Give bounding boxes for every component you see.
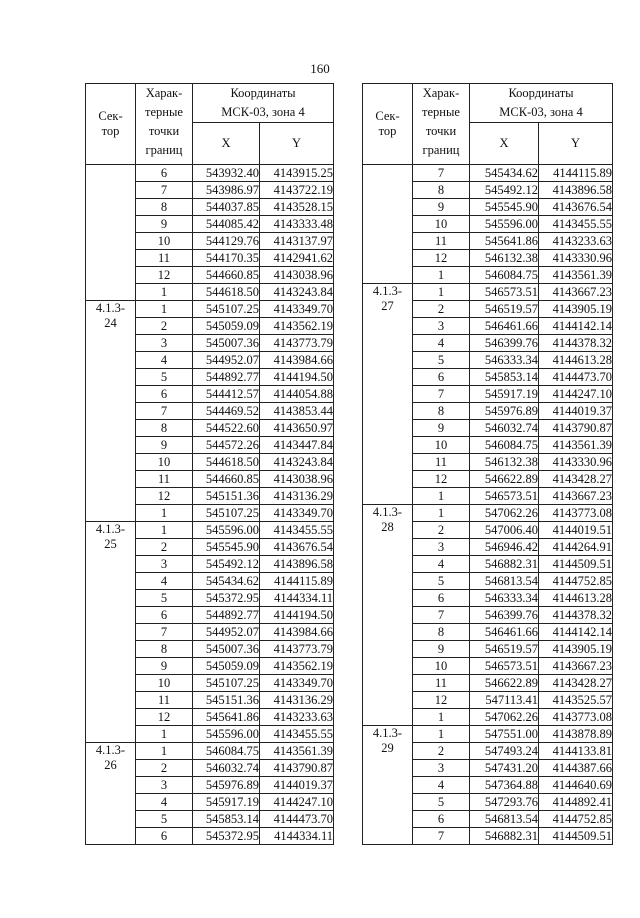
point-number-cell: 4 — [413, 777, 470, 794]
header-sector-line2: тор — [101, 124, 120, 138]
header-boundary-points — [136, 84, 193, 165]
table-row — [86, 165, 334, 182]
point-number-cell: 10 — [136, 675, 193, 692]
y-coordinate-cell: 4144509.51 — [539, 556, 613, 573]
header-char-line2: терные — [145, 105, 183, 119]
sector-label-line1: 4.1.3- — [372, 505, 403, 519]
point-number-cell: 7 — [413, 607, 470, 624]
y-coordinate-cell: 4143905.19 — [539, 301, 613, 318]
point-number-cell: 1 — [136, 505, 193, 522]
x-coordinate-cell: 544412.57 — [193, 386, 260, 403]
y-coordinate-cell: 4144378.32 — [539, 335, 613, 352]
sector-cell — [86, 165, 136, 301]
table-row — [86, 522, 334, 539]
point-number-cell: 11 — [413, 233, 470, 250]
coordinates-table-left — [85, 83, 334, 845]
x-coordinate-cell: 545151.36 — [193, 488, 260, 505]
point-number-cell: 1 — [136, 301, 193, 318]
y-coordinate-cell: 4143896.58 — [539, 182, 613, 199]
point-number-cell: 10 — [136, 233, 193, 250]
header-coord-line1: Координаты — [508, 86, 574, 101]
header-char-line3: точки — [425, 124, 457, 138]
point-number-cell: 2 — [413, 522, 470, 539]
x-coordinate-cell: 545059.09 — [193, 318, 260, 335]
y-coordinate-cell: 4143650.97 — [260, 420, 334, 437]
point-number-cell: 8 — [136, 199, 193, 216]
y-coordinate-cell: 4143790.87 — [539, 420, 613, 437]
point-number-cell: 2 — [413, 743, 470, 760]
point-number-cell: 4 — [136, 352, 193, 369]
x-coordinate-cell: 545976.89 — [470, 403, 539, 420]
y-coordinate-cell: 4143561.39 — [539, 267, 613, 284]
header-boundary-points — [413, 84, 470, 165]
point-number-cell: 3 — [413, 539, 470, 556]
y-coordinate-cell: 4144473.70 — [260, 811, 334, 828]
x-coordinate-cell: 545917.19 — [193, 794, 260, 811]
x-coordinate-cell: 545596.00 — [193, 726, 260, 743]
point-number-cell: 4 — [413, 335, 470, 352]
point-number-cell: 4 — [136, 573, 193, 590]
coordinates-table-right — [362, 83, 613, 845]
header-sector-line2: тор — [378, 124, 397, 138]
x-coordinate-cell: 545853.14 — [470, 369, 539, 386]
x-coordinate-cell: 544892.77 — [193, 607, 260, 624]
y-coordinate-cell: 4144640.69 — [539, 777, 613, 794]
x-coordinate-cell: 545492.12 — [470, 182, 539, 199]
table-row — [86, 743, 334, 760]
y-coordinate-cell: 4143878.89 — [539, 726, 613, 743]
table-row — [363, 726, 613, 743]
sector-label-line1: 4.1.3- — [372, 284, 403, 298]
point-number-cell: 6 — [136, 607, 193, 624]
sector-cell — [363, 505, 413, 726]
x-coordinate-cell: 547364.88 — [470, 777, 539, 794]
point-number-cell: 5 — [413, 573, 470, 590]
y-coordinate-cell: 4144509.51 — [539, 828, 613, 845]
point-number-cell: 8 — [413, 403, 470, 420]
point-number-cell: 8 — [413, 624, 470, 641]
point-number-cell: 1 — [136, 284, 193, 301]
table-row — [86, 301, 334, 318]
point-number-cell: 6 — [413, 369, 470, 386]
y-coordinate-cell: 4143447.84 — [260, 437, 334, 454]
point-number-cell: 11 — [136, 471, 193, 488]
header-coordinates — [193, 84, 334, 123]
x-coordinate-cell: 546399.76 — [470, 607, 539, 624]
x-coordinate-cell: 546519.57 — [470, 301, 539, 318]
x-coordinate-cell: 544618.50 — [193, 454, 260, 471]
x-coordinate-cell: 546813.54 — [470, 811, 539, 828]
x-coordinate-cell: 545107.25 — [193, 505, 260, 522]
x-coordinate-cell: 545007.36 — [193, 335, 260, 352]
x-coordinate-cell: 546333.34 — [470, 590, 539, 607]
y-coordinate-cell: 4143455.55 — [260, 726, 334, 743]
point-number-cell: 11 — [413, 454, 470, 471]
header-coord-line2: МСК-03, зона 4 — [221, 105, 305, 120]
x-coordinate-cell: 546519.57 — [470, 641, 539, 658]
point-number-cell: 11 — [136, 250, 193, 267]
header-y: Y — [260, 123, 334, 165]
x-coordinate-cell: 546573.51 — [470, 284, 539, 301]
sector-cell — [363, 726, 413, 845]
x-coordinate-cell: 544037.85 — [193, 199, 260, 216]
header-sector-line1: Сек- — [375, 109, 400, 123]
point-number-cell: 5 — [413, 794, 470, 811]
x-coordinate-cell: 547431.20 — [470, 760, 539, 777]
x-coordinate-cell: 545641.86 — [470, 233, 539, 250]
x-coordinate-cell: 546622.89 — [470, 675, 539, 692]
x-coordinate-cell: 547493.24 — [470, 743, 539, 760]
y-coordinate-cell: 4143455.55 — [539, 216, 613, 233]
y-coordinate-cell: 4143773.08 — [539, 709, 613, 726]
y-coordinate-cell: 4143667.23 — [539, 284, 613, 301]
y-coordinate-cell: 4144247.10 — [539, 386, 613, 403]
y-coordinate-cell: 4143676.54 — [260, 539, 334, 556]
y-coordinate-cell: 4144387.66 — [539, 760, 613, 777]
header-sector — [86, 84, 136, 165]
header-char-line3: точки — [148, 124, 180, 138]
y-coordinate-cell: 4143349.70 — [260, 505, 334, 522]
point-number-cell: 2 — [136, 539, 193, 556]
y-coordinate-cell: 4144752.85 — [539, 811, 613, 828]
x-coordinate-cell: 547293.76 — [470, 794, 539, 811]
y-coordinate-cell: 4143233.63 — [539, 233, 613, 250]
y-coordinate-cell: 4143038.96 — [260, 471, 334, 488]
x-coordinate-cell: 544660.85 — [193, 471, 260, 488]
point-number-cell: 6 — [413, 590, 470, 607]
y-coordinate-cell: 4143349.70 — [260, 301, 334, 318]
y-coordinate-cell: 4143525.57 — [539, 692, 613, 709]
x-coordinate-cell: 544469.52 — [193, 403, 260, 420]
x-coordinate-cell: 546573.51 — [470, 658, 539, 675]
header-x: X — [193, 123, 260, 165]
x-coordinate-cell: 546461.66 — [470, 624, 539, 641]
x-coordinate-cell: 544660.85 — [193, 267, 260, 284]
y-coordinate-cell: 4143773.79 — [260, 641, 334, 658]
point-number-cell: 12 — [136, 709, 193, 726]
table-row — [363, 284, 613, 301]
point-number-cell: 9 — [413, 641, 470, 658]
y-coordinate-cell: 4143676.54 — [539, 199, 613, 216]
header-char-line2: терные — [422, 105, 460, 119]
point-number-cell: 7 — [136, 182, 193, 199]
x-coordinate-cell: 547062.26 — [470, 709, 539, 726]
sector-cell — [86, 743, 136, 845]
point-number-cell: 11 — [413, 675, 470, 692]
sector-label-line1: 4.1.3- — [95, 522, 126, 536]
point-number-cell: 5 — [136, 590, 193, 607]
header-char-line4: границ — [145, 143, 183, 157]
x-coordinate-cell: 546132.38 — [470, 454, 539, 471]
y-coordinate-cell: 4143528.15 — [260, 199, 334, 216]
y-coordinate-cell: 4143790.87 — [260, 760, 334, 777]
x-coordinate-cell: 545492.12 — [193, 556, 260, 573]
x-coordinate-cell: 544572.26 — [193, 437, 260, 454]
point-number-cell: 3 — [136, 777, 193, 794]
sector-label-line2: 25 — [104, 537, 117, 551]
x-coordinate-cell: 544618.50 — [193, 284, 260, 301]
y-coordinate-cell: 4144613.28 — [539, 590, 613, 607]
point-number-cell: 8 — [136, 641, 193, 658]
point-number-cell: 12 — [413, 250, 470, 267]
point-number-cell: 8 — [136, 420, 193, 437]
header-char-line1: Харак- — [422, 86, 460, 100]
point-number-cell: 6 — [136, 386, 193, 403]
point-number-cell: 4 — [413, 556, 470, 573]
y-coordinate-cell: 4142941.62 — [260, 250, 334, 267]
x-coordinate-cell: 545545.90 — [193, 539, 260, 556]
point-number-cell: 1 — [413, 505, 470, 522]
sector-cell — [86, 301, 136, 522]
sector-label-line1: 4.1.3- — [95, 301, 126, 315]
y-coordinate-cell: 4144752.85 — [539, 573, 613, 590]
x-coordinate-cell: 545917.19 — [470, 386, 539, 403]
point-number-cell: 4 — [136, 794, 193, 811]
table-row — [363, 505, 613, 522]
point-number-cell: 3 — [413, 760, 470, 777]
y-coordinate-cell: 4144019.51 — [539, 522, 613, 539]
x-coordinate-cell: 546084.75 — [470, 437, 539, 454]
x-coordinate-cell: 546084.75 — [193, 743, 260, 760]
point-number-cell: 10 — [136, 454, 193, 471]
point-number-cell: 3 — [136, 335, 193, 352]
x-coordinate-cell: 545545.90 — [470, 199, 539, 216]
y-coordinate-cell: 4143137.97 — [260, 233, 334, 250]
sector-label-line2: 24 — [104, 316, 117, 330]
point-number-cell: 2 — [136, 760, 193, 777]
sector-label-line1: 4.1.3- — [372, 726, 403, 740]
y-coordinate-cell: 4143136.29 — [260, 488, 334, 505]
sector-cell — [363, 284, 413, 505]
y-coordinate-cell: 4143773.08 — [539, 505, 613, 522]
x-coordinate-cell: 546882.31 — [470, 556, 539, 573]
point-number-cell: 12 — [413, 471, 470, 488]
x-coordinate-cell: 547062.26 — [470, 505, 539, 522]
point-number-cell: 10 — [413, 437, 470, 454]
x-coordinate-cell: 545976.89 — [193, 777, 260, 794]
point-number-cell: 6 — [413, 811, 470, 828]
y-coordinate-cell: 4144115.89 — [539, 165, 613, 182]
y-coordinate-cell: 4144473.70 — [539, 369, 613, 386]
x-coordinate-cell: 544952.07 — [193, 624, 260, 641]
header-char-line1: Харак- — [145, 86, 183, 100]
y-coordinate-cell: 4143455.55 — [260, 522, 334, 539]
y-coordinate-cell: 4143349.70 — [260, 675, 334, 692]
y-coordinate-cell: 4143243.84 — [260, 454, 334, 471]
y-coordinate-cell: 4143136.29 — [260, 692, 334, 709]
point-number-cell: 7 — [413, 386, 470, 403]
x-coordinate-cell: 545434.62 — [470, 165, 539, 182]
x-coordinate-cell: 546032.74 — [193, 760, 260, 777]
point-number-cell: 1 — [136, 726, 193, 743]
y-coordinate-cell: 4144613.28 — [539, 352, 613, 369]
x-coordinate-cell: 546622.89 — [470, 471, 539, 488]
point-number-cell: 12 — [136, 488, 193, 505]
point-number-cell: 7 — [136, 403, 193, 420]
y-coordinate-cell: 4143915.25 — [260, 165, 334, 182]
sector-label-line1: 4.1.3- — [95, 743, 126, 757]
y-coordinate-cell: 4144264.91 — [539, 539, 613, 556]
y-coordinate-cell: 4144334.11 — [260, 590, 334, 607]
table-row — [363, 165, 613, 182]
y-coordinate-cell: 4143667.23 — [539, 488, 613, 505]
y-coordinate-cell: 4144892.41 — [539, 794, 613, 811]
x-coordinate-cell: 545596.00 — [193, 522, 260, 539]
point-number-cell: 3 — [413, 318, 470, 335]
point-number-cell: 1 — [413, 284, 470, 301]
point-number-cell: 5 — [136, 369, 193, 386]
y-coordinate-cell: 4143561.39 — [539, 437, 613, 454]
header-coordinates — [470, 84, 613, 123]
header-coord-line1: Координаты — [230, 86, 296, 101]
x-coordinate-cell: 545151.36 — [193, 692, 260, 709]
header-char-line4: границ — [422, 143, 460, 157]
y-coordinate-cell: 4143038.96 — [260, 267, 334, 284]
point-number-cell: 12 — [136, 267, 193, 284]
x-coordinate-cell: 545434.62 — [193, 573, 260, 590]
point-number-cell: 9 — [136, 216, 193, 233]
x-coordinate-cell: 546032.74 — [470, 420, 539, 437]
y-coordinate-cell: 4143722.19 — [260, 182, 334, 199]
y-coordinate-cell: 4144334.11 — [260, 828, 334, 845]
x-coordinate-cell: 547551.00 — [470, 726, 539, 743]
y-coordinate-cell: 4144378.32 — [539, 607, 613, 624]
y-coordinate-cell: 4143667.23 — [539, 658, 613, 675]
x-coordinate-cell: 546882.31 — [470, 828, 539, 845]
y-coordinate-cell: 4144194.50 — [260, 369, 334, 386]
x-coordinate-cell: 546132.38 — [470, 250, 539, 267]
x-coordinate-cell: 543986.97 — [193, 182, 260, 199]
x-coordinate-cell: 545596.00 — [470, 216, 539, 233]
y-coordinate-cell: 4143562.19 — [260, 318, 334, 335]
x-coordinate-cell: 546461.66 — [470, 318, 539, 335]
sector-label-line2: 27 — [381, 299, 394, 313]
header-x: X — [470, 123, 539, 165]
y-coordinate-cell: 4144019.37 — [260, 777, 334, 794]
x-coordinate-cell: 546333.34 — [470, 352, 539, 369]
point-number-cell: 6 — [136, 828, 193, 845]
point-number-cell: 3 — [136, 556, 193, 573]
point-number-cell: 7 — [413, 165, 470, 182]
sector-cell — [86, 522, 136, 743]
point-number-cell: 6 — [136, 165, 193, 182]
x-coordinate-cell: 545107.25 — [193, 301, 260, 318]
sector-label-line2: 29 — [381, 741, 394, 755]
y-coordinate-cell: 4143561.39 — [260, 743, 334, 760]
y-coordinate-cell: 4143984.66 — [260, 624, 334, 641]
y-coordinate-cell: 4143896.58 — [260, 556, 334, 573]
y-coordinate-cell: 4144247.10 — [260, 794, 334, 811]
x-coordinate-cell: 547006.40 — [470, 522, 539, 539]
y-coordinate-cell: 4144142.14 — [539, 318, 613, 335]
x-coordinate-cell: 545372.95 — [193, 828, 260, 845]
sector-label-line2: 28 — [381, 520, 394, 534]
sector-label-line2: 26 — [104, 758, 117, 772]
y-coordinate-cell: 4144133.81 — [539, 743, 613, 760]
point-number-cell: 5 — [413, 352, 470, 369]
y-coordinate-cell: 4144142.14 — [539, 624, 613, 641]
x-coordinate-cell: 546813.54 — [470, 573, 539, 590]
x-coordinate-cell: 544892.77 — [193, 369, 260, 386]
x-coordinate-cell: 543932.40 — [193, 165, 260, 182]
point-number-cell: 1 — [413, 709, 470, 726]
y-coordinate-cell: 4143333.48 — [260, 216, 334, 233]
y-coordinate-cell: 4143428.27 — [539, 675, 613, 692]
point-number-cell: 9 — [413, 199, 470, 216]
point-number-cell: 1 — [136, 743, 193, 760]
x-coordinate-cell: 545007.36 — [193, 641, 260, 658]
x-coordinate-cell: 544952.07 — [193, 352, 260, 369]
point-number-cell: 1 — [413, 488, 470, 505]
header-y: Y — [539, 123, 613, 165]
y-coordinate-cell: 4144115.89 — [260, 573, 334, 590]
point-number-cell: 10 — [413, 658, 470, 675]
y-coordinate-cell: 4144054.88 — [260, 386, 334, 403]
x-coordinate-cell: 544170.35 — [193, 250, 260, 267]
x-coordinate-cell: 545853.14 — [193, 811, 260, 828]
x-coordinate-cell: 545372.95 — [193, 590, 260, 607]
y-coordinate-cell: 4144194.50 — [260, 607, 334, 624]
y-coordinate-cell: 4143243.84 — [260, 284, 334, 301]
x-coordinate-cell: 547113.41 — [470, 692, 539, 709]
x-coordinate-cell: 544129.76 — [193, 233, 260, 250]
y-coordinate-cell: 4143853.44 — [260, 403, 334, 420]
y-coordinate-cell: 4143984.66 — [260, 352, 334, 369]
sector-cell — [363, 165, 413, 284]
y-coordinate-cell: 4143428.27 — [539, 471, 613, 488]
point-number-cell: 2 — [136, 318, 193, 335]
point-number-cell: 9 — [136, 437, 193, 454]
x-coordinate-cell: 546573.51 — [470, 488, 539, 505]
header-sector — [363, 84, 413, 165]
x-coordinate-cell: 544085.42 — [193, 216, 260, 233]
point-number-cell: 1 — [413, 726, 470, 743]
point-number-cell: 9 — [413, 420, 470, 437]
x-coordinate-cell: 545107.25 — [193, 675, 260, 692]
point-number-cell: 1 — [413, 267, 470, 284]
header-coord-line2: МСК-03, зона 4 — [499, 105, 583, 120]
x-coordinate-cell: 546946.42 — [470, 539, 539, 556]
x-coordinate-cell: 545059.09 — [193, 658, 260, 675]
point-number-cell: 1 — [136, 522, 193, 539]
point-number-cell: 7 — [413, 828, 470, 845]
x-coordinate-cell: 544522.60 — [193, 420, 260, 437]
x-coordinate-cell: 546399.76 — [470, 335, 539, 352]
point-number-cell: 5 — [136, 811, 193, 828]
point-number-cell: 10 — [413, 216, 470, 233]
y-coordinate-cell: 4143330.96 — [539, 454, 613, 471]
x-coordinate-cell: 546084.75 — [470, 267, 539, 284]
y-coordinate-cell: 4143562.19 — [260, 658, 334, 675]
y-coordinate-cell: 4143905.19 — [539, 641, 613, 658]
y-coordinate-cell: 4143233.63 — [260, 709, 334, 726]
y-coordinate-cell: 4144019.37 — [539, 403, 613, 420]
point-number-cell: 8 — [413, 182, 470, 199]
point-number-cell: 11 — [136, 692, 193, 709]
point-number-cell: 7 — [136, 624, 193, 641]
point-number-cell: 9 — [136, 658, 193, 675]
point-number-cell: 12 — [413, 692, 470, 709]
x-coordinate-cell: 545641.86 — [193, 709, 260, 726]
y-coordinate-cell: 4143330.96 — [539, 250, 613, 267]
page-number: 160 — [310, 61, 330, 76]
y-coordinate-cell: 4143773.79 — [260, 335, 334, 352]
header-sector-line1: Сек- — [98, 109, 123, 123]
point-number-cell: 2 — [413, 301, 470, 318]
